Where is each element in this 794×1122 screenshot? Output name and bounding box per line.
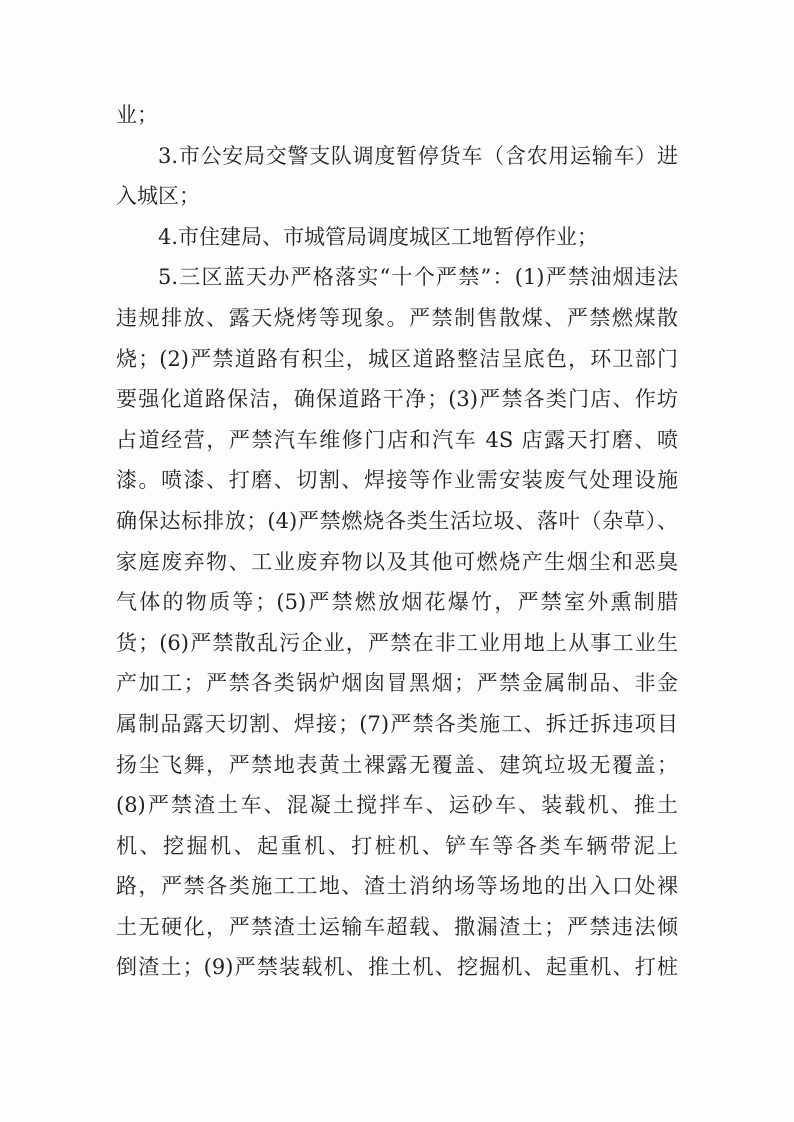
text-line: 业； xyxy=(116,103,158,127)
text-line: 货；(6)严禁散乱污企业，严禁在非工业用地上从事工业生 xyxy=(116,630,678,655)
text-line: 扬尘飞舞，严禁地表黄土裸露无覆盖、建筑垃圾无覆盖； xyxy=(116,752,678,777)
text-line: 要强化道路保洁，确保道路干净；(3)严禁各类门店、作坊 xyxy=(116,387,678,412)
text-line: 属制品露天切割、焊接；(7)严禁各类施工、拆迁拆违项目 xyxy=(116,711,678,736)
text-line: 路，严禁各类施工工地、渣土消纳场等场地的出入口处裸 xyxy=(116,874,678,899)
document-body xyxy=(116,95,678,988)
text-line: 3.市公安局交警支队调度暂停货车（含农用运输车）进 xyxy=(158,143,678,168)
text-line: 气体的物质等；(5)严禁燃放烟花爆竹，严禁室外熏制腊 xyxy=(116,590,678,615)
text-line: (8)严禁渣土车、混凝土搅拌车、运砂车、装载机、推土 xyxy=(116,793,678,818)
text-line: 入城区； xyxy=(116,184,200,209)
text-line: 家庭废弃物、工业废弃物以及其他可燃烧产生烟尘和恶臭 xyxy=(116,549,678,574)
text-line: 烧；(2)严禁道路有积尘，城区道路整洁呈底色，环卫部门 xyxy=(116,346,678,371)
text-line: 4.市住建局、市城管局调度城区工地暂停作业； xyxy=(158,224,599,249)
text-line: 倒渣土；(9)严禁装载机、推土机、挖掘机、起重机、打桩 xyxy=(116,955,678,980)
text-line: 产加工；严禁各类锅炉烟囱冒黑烟；严禁金属制品、非金 xyxy=(116,671,678,696)
text-line: 5.三区蓝天办严格落实“十个严禁”：(1)严禁油烟违法 xyxy=(158,265,678,290)
text-line: 漆。喷漆、打磨、切割、焊接等作业需安装废气处理设施 xyxy=(116,468,678,493)
text-line: 土无硬化，严禁渣土运输车超载、撒漏渣土；严禁违法倾 xyxy=(116,914,678,939)
text-line: 违规排放、露天烧烤等现象。严禁制售散煤、严禁燃煤散 xyxy=(116,305,678,330)
text-line: 确保达标排放；(4)严禁燃烧各类生活垃圾、落叶（杂草）、 xyxy=(116,508,678,533)
text-line: 机、挖掘机、起重机、打桩机、铲车等各类车辆带泥上 xyxy=(116,833,678,858)
text-line: 占道经营，严禁汽车维修门店和汽车 4S 店露天打磨、喷 xyxy=(116,427,678,452)
